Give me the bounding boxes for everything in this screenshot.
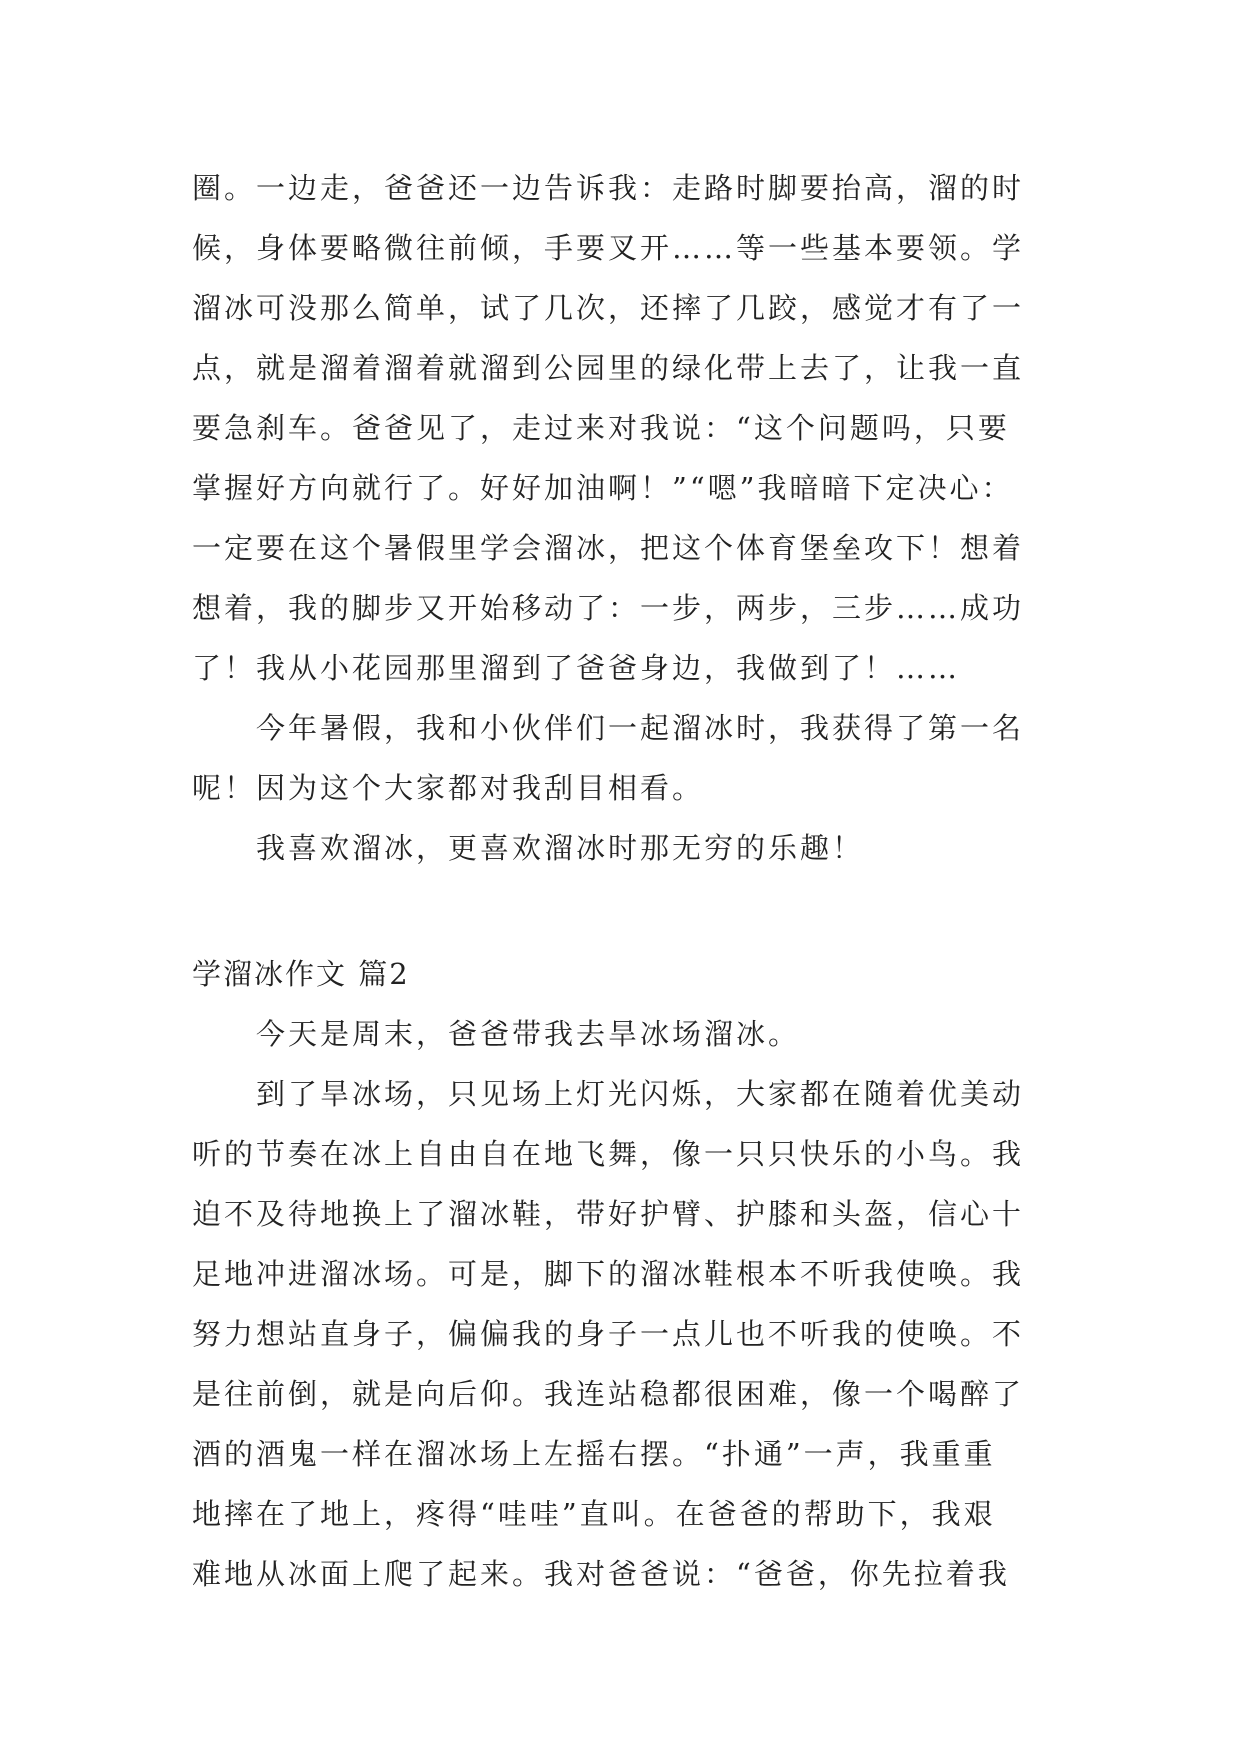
text-line: 候，身体要略微往前倾，手要叉开……等一些基本要领。学 — [192, 231, 1025, 265]
text-line: 圈。一边走，爸爸还一边告诉我：走路时脚要抬高，溜的时 — [192, 171, 1025, 205]
text-line: 努力想站直身子，偏偏我的身子一点儿也不听我的使唤。不 — [192, 1317, 1025, 1351]
text-line: 我喜欢溜冰，更喜欢溜冰时那无穷的乐趣！ — [256, 831, 865, 865]
text-line: 呢！因为这个大家都对我刮目相看。 — [192, 771, 705, 805]
text-line: 想着，我的脚步又开始移动了：一步，两步，三步……成功 — [192, 591, 1025, 625]
text-line: 了！我从小花园那里溜到了爸爸身边，我做到了！…… — [192, 651, 961, 685]
text-line: 今年暑假，我和小伙伴们一起溜冰时，我获得了第一名 — [256, 711, 1025, 745]
text-line: 迫不及待地换上了溜冰鞋，带好护臂、护膝和头盔，信心十 — [192, 1197, 1025, 1231]
text-line: 今天是周末，爸爸带我去旱冰场溜冰。 — [256, 1017, 801, 1051]
text-line: 一定要在这个暑假里学会溜冰，把这个体育堡垒攻下！想着 — [192, 531, 1025, 565]
section-heading: 学溜冰作文 篇2 — [192, 957, 410, 991]
text-line: 掌握好方向就行了。好好加油啊！”“嗯”我暗暗下定决心： — [192, 471, 1014, 505]
text-line: 足地冲进溜冰场。可是，脚下的溜冰鞋根本不听我使唤。我 — [192, 1257, 1025, 1291]
text-line: 要急刹车。爸爸见了，走过来对我说：“这个问题吗，只要 — [192, 411, 1010, 445]
paragraph-weekend — [192, 1004, 1062, 1064]
text-line: 溜冰可没那么简单，试了几次，还摔了几跤，感觉才有了一 — [192, 291, 1025, 325]
text-line: 听的节奏在冰上自由自在地飞舞，像一只只快乐的小鸟。我 — [192, 1137, 1025, 1171]
text-line: 难地从冰面上爬了起来。我对爸爸说：“爸爸，你先拉着我 — [192, 1557, 1010, 1591]
paragraph-continued — [192, 158, 1062, 698]
document-body — [192, 158, 1062, 1604]
paragraph-summer-first-place — [192, 698, 1062, 818]
text-line: 酒的酒鬼一样在溜冰场上左摇右摆。“扑通”一声，我重重 — [192, 1437, 996, 1471]
text-line: 点，就是溜着溜着就溜到公园里的绿化带上去了，让我一直 — [192, 351, 1025, 385]
paragraph-skating-rink — [192, 1064, 1062, 1604]
text-line: 是往前倒，就是向后仰。我连站稳都很困难，像一个喝醉了 — [192, 1377, 1025, 1411]
paragraph-conclusion — [192, 818, 1062, 878]
text-line: 地摔在了地上，疼得“哇哇”直叫。在爸爸的帮助下，我艰 — [192, 1497, 996, 1531]
text-line: 到了旱冰场，只见场上灯光闪烁，大家都在随着优美动 — [256, 1077, 1025, 1111]
